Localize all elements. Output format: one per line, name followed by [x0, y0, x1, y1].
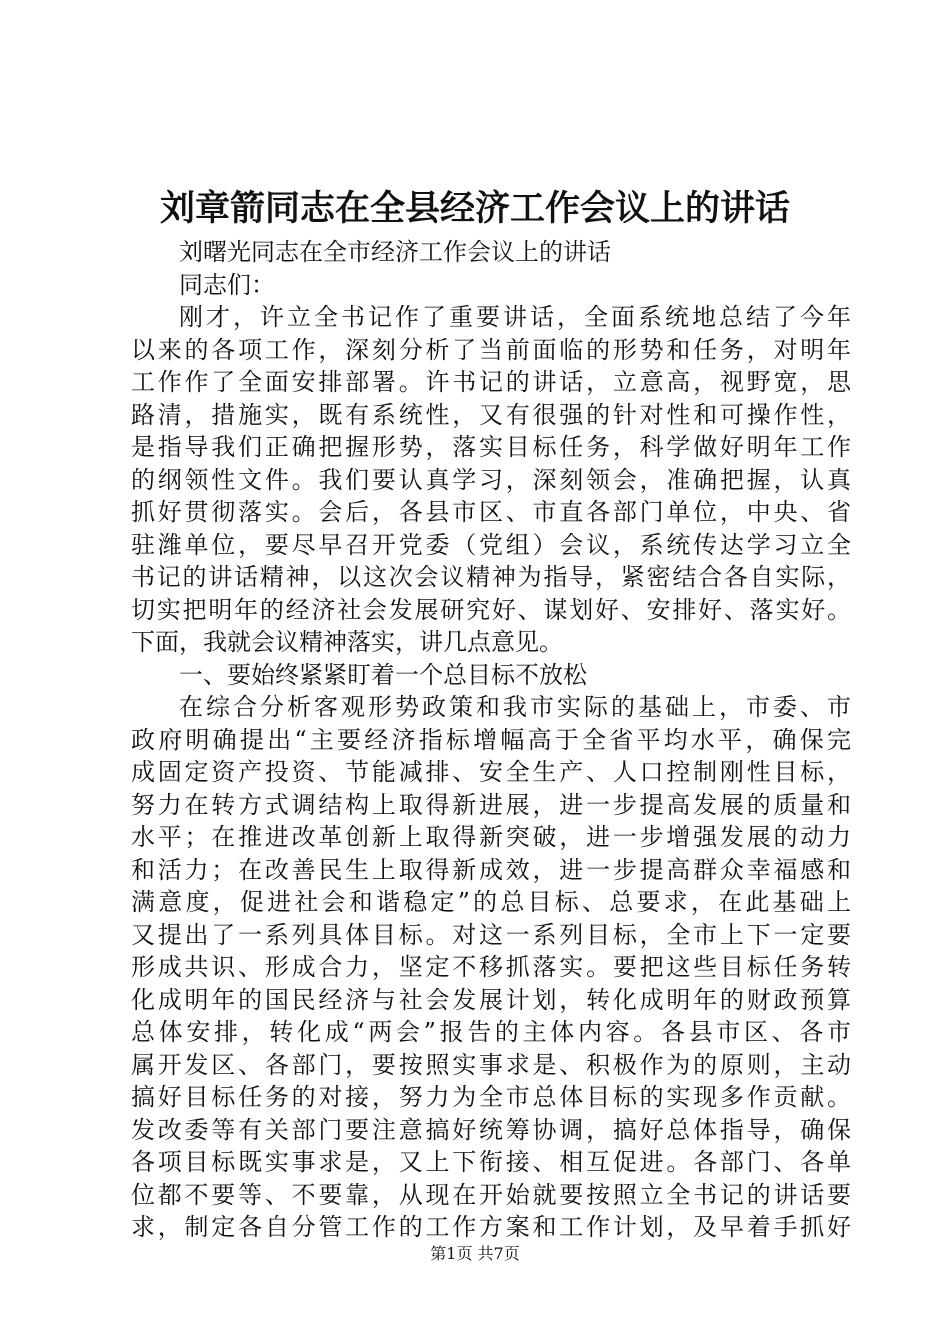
paragraph-line: 发改委等有关部门要注意搞好统筹协调，搞好总体指导，确保 — [131, 1115, 851, 1144]
paragraph-line: 切实把明年的经济社会发展研究好、谋划好、安排好、落实好。 — [131, 595, 851, 624]
paragraph-line: 化成明年的国民经济与社会发展计划，转化成明年的财政预算 — [131, 985, 851, 1014]
document-body — [131, 236, 851, 1244]
salutation-line: 同志们： — [179, 270, 275, 299]
paragraph-line: 努力在转方式调结构上取得新进展，进一步提高发展的质量和 — [131, 790, 851, 819]
paragraph-line: 驻潍单位，要尽早召开党委（党组）会议，系统传达学习立全 — [131, 530, 851, 559]
section-heading: 一、要始终紧紧盯着一个总目标不放松 — [179, 660, 587, 689]
document-title: 刘章箭同志在全县经济工作会议上的讲话 — [159, 188, 790, 229]
paragraph-line: 位都不要等、不要靠，从现在开始就要按照立全书记的讲话要 — [131, 1180, 851, 1209]
subtitle-line: 刘曙光同志在全市经济工作会议上的讲话 — [179, 238, 611, 266]
page-footer: 第1页 共7页 — [430, 1244, 520, 1263]
paragraph-line: 各项目标既实事求是，又上下衔接、相互促进。各部门、各单 — [131, 1148, 851, 1176]
paragraph-line: 政府明确提出“主要经济指标增幅高于全省平均水平，确保完 — [131, 725, 851, 754]
paragraph-line: 书记的讲话精神，以这次会议精神为指导，紧密结合各自实际， — [131, 563, 851, 591]
paragraph-line: 成固定资产投资、节能减排、安全生产、人口控制刚性目标， — [131, 758, 851, 786]
paragraph-line: 以来的各项工作，深刻分析了当前面临的形势和任务，对明年 — [131, 335, 851, 364]
paragraph-line: 形成共识、形成合力，坚定不移抓落实。要把这些目标任务转 — [131, 953, 851, 981]
paragraph-line: 求，制定各自分管工作的工作方案和工作计划，及早着手抓好 — [131, 1213, 851, 1241]
paragraph-line: 下面，我就会议精神落实，讲几点意见。 — [131, 628, 563, 656]
paragraph-line: 总体安排，转化成“两会”报告的主体内容。各县市区、各市 — [131, 1018, 851, 1046]
paragraph-line: 满意度，促进社会和谐稳定”的总目标、总要求，在此基础上 — [131, 888, 851, 916]
paragraph-line: 刚才，许立全书记作了重要讲话，全面系统地总结了今年 — [179, 303, 851, 331]
paragraph-line: 属开发区、各部门，要按照实事求是、积极作为的原则，主动 — [131, 1050, 851, 1079]
paragraph-line: 路清，措施实，既有系统性，又有很强的针对性和可操作性， — [131, 400, 851, 429]
paragraph-line: 又提出了一系列具体目标。对这一系列目标，全市上下一定要 — [131, 920, 851, 949]
paragraph-line: 搞好目标任务的对接，努力为全市总体目标的实现多作贡献。 — [131, 1083, 851, 1111]
paragraph-line: 抓好贯彻落实。会后，各县市区、市直各部门单位，中央、省 — [131, 498, 851, 526]
paragraph-line: 的纲领性文件。我们要认真学习，深刻领会，准确把握，认真 — [131, 465, 851, 494]
paragraph-line: 工作作了全面安排部署。许书记的讲话，立意高，视野宽，思 — [131, 368, 851, 396]
paragraph-line: 是指导我们正确把握形势，落实目标任务，科学做好明年工作 — [131, 433, 851, 461]
paragraph-line: 和活力；在改善民生上取得新成效，进一步提高群众幸福感和 — [131, 855, 851, 884]
paragraph-line: 在综合分析客观形势政策和我市实际的基础上，市委、市 — [179, 693, 851, 721]
paragraph-line: 水平；在推进改革创新上取得新突破，进一步增强发展的动力 — [131, 823, 851, 851]
